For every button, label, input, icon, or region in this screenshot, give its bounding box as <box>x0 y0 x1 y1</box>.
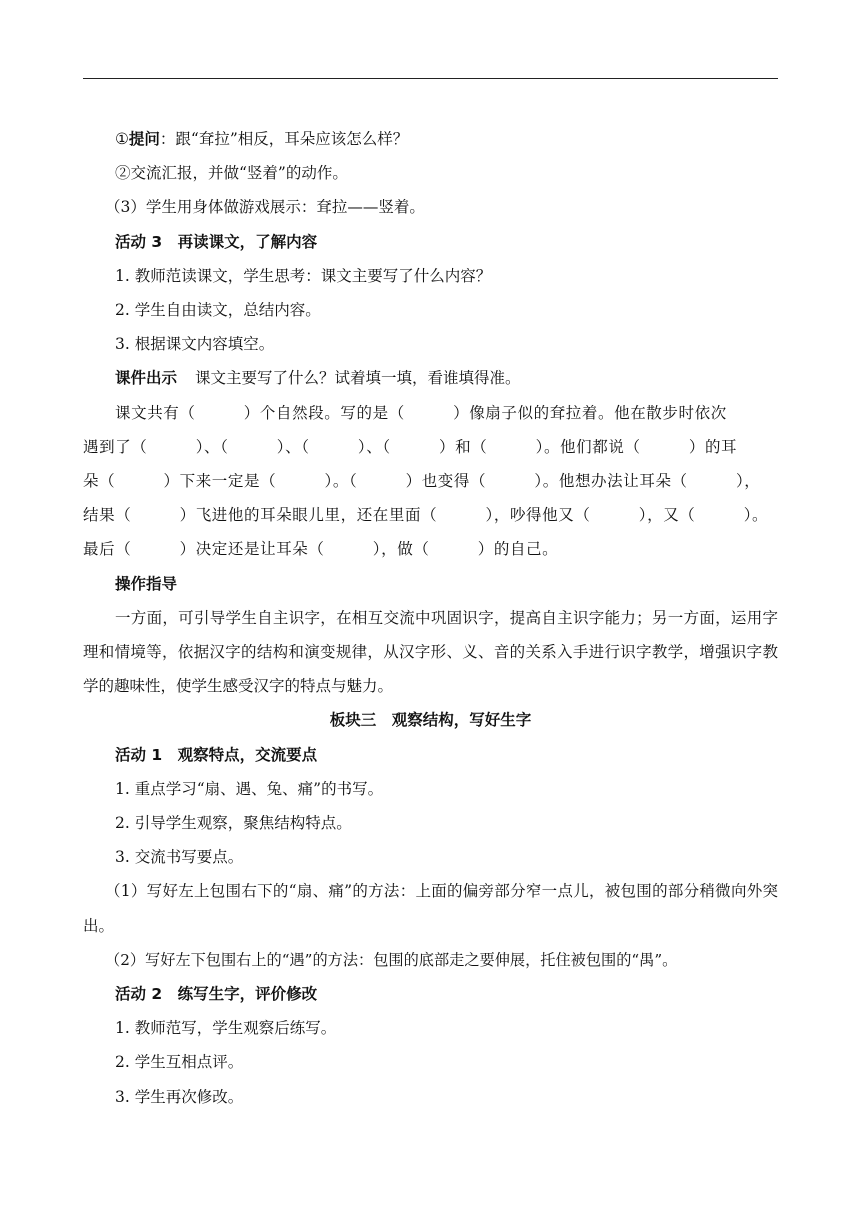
section3-heading: 板块三 观察结构，写好生字 <box>329 711 532 730</box>
circled-number: ① <box>115 130 129 148</box>
activity2-heading: 活动 2 练写生字，评价修改 <box>115 985 318 1004</box>
fill-blank-line: 遇到了（ ）、（ ）、（ ）、（ ）和（ ）。他们都说（ ）的耳 <box>83 437 738 456</box>
activity3-step-2: 2. 学生自由读文，总结内容。 <box>115 301 321 320</box>
guide-paragraph: 一方面，可引导学生自主识字，在相互交流中巩固识字，提高自主识字能力；另一方面，运用字理和情境等，依据汉字的结构和演变规律，从汉字形、义、音的关系入手进行识字教学，增强识字教学的趣味性，使学生感受汉字的特点与魅力。 <box>83 608 778 696</box>
guide-heading: 操作指导 <box>115 574 178 593</box>
activity3-step-1: 1. 教师范读课文，学生思考：课文主要写了什么内容？ <box>115 266 492 285</box>
activity2-step-2: 2. 学生互相点评。 <box>115 1053 244 1072</box>
activity1-step-3: 3. 交流书写要点。 <box>115 848 244 867</box>
header-rule <box>83 78 778 79</box>
report-line: ②交流汇报，并做“竖着”的动作。 <box>115 164 348 183</box>
activity2-step-3: 3. 学生再次修改。 <box>115 1087 244 1106</box>
activity2-step-1: 1. 教师范写，学生观察后练写。 <box>115 1019 337 1038</box>
fill-blank-line: 课文共有（ ）个自然段。写的是（ ）像扇子似的耷拉着。他在散步时依次 <box>115 403 727 422</box>
courseware-line <box>83 361 778 395</box>
activity3-step-3: 3. 根据课文内容填空。 <box>115 335 275 354</box>
activity1-step-2: 2. 引导学生观察，聚焦结构特点。 <box>115 814 352 833</box>
fill-blank-line: 朵（ ）下来一定是（ ）。（ ）也变得（ ）。他想办法让耳朵（ ）， <box>83 472 761 491</box>
fill-blank-line: 结果（ ）飞进他的耳朵眼儿里，还在里面（ ），吵得他又（ ），又（ ）。 <box>83 506 769 525</box>
fill-blank-paragraph <box>83 396 778 567</box>
fill-blank-line: 最后（ ）决定还是让耳朵（ ），做（ ）的自己。 <box>83 540 559 559</box>
activity3-heading: 活动 3 再读课文，了解内容 <box>115 232 318 251</box>
game-line: （3）学生用身体做游戏展示：耷拉——竖着。 <box>105 198 425 217</box>
courseware-label: 课件出示 <box>115 369 178 388</box>
activity1-point-2: （2）写好左下包围右上的“遇”的方法：包围的底部走之要伸展，托住被包围的“禺”。 <box>105 950 678 969</box>
question-label: 提问 <box>128 130 160 148</box>
courseware-text: 课文主要写了什么？试着填一填，看谁填得准。 <box>195 369 521 388</box>
activity1-point-1: （1）写好左上包围右下的“扇、痛”的方法：上面的偏旁部分窄一点儿，被包围的部分稍微向外突出。 <box>83 882 778 935</box>
question-line <box>83 122 778 156</box>
document-body <box>83 122 778 1114</box>
question-text: ：跟“耷拉”相反，耳朵应该怎么样？ <box>159 130 409 148</box>
activity1-step-1: 1. 重点学习“扇、遇、兔、痛”的书写。 <box>115 779 384 798</box>
activity1-heading: 活动 1 观察特点，交流要点 <box>115 745 318 764</box>
